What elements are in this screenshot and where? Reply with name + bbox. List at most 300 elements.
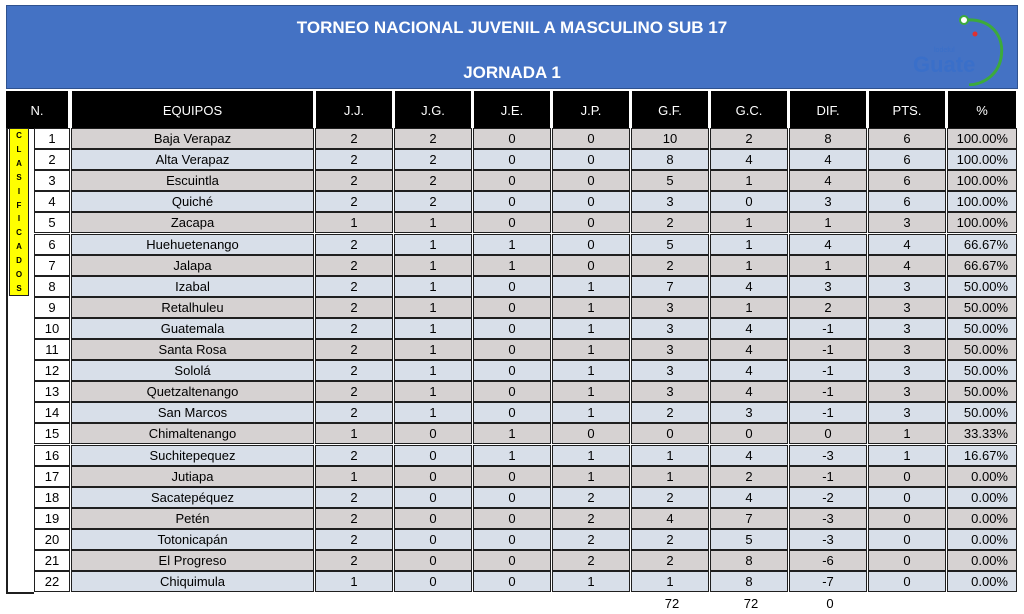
col-team-cell: El Progreso xyxy=(71,550,314,571)
clasificados-letter: C xyxy=(16,228,22,238)
col-gc-cell: 2 xyxy=(710,128,788,149)
col-jg-cell: 0 xyxy=(394,445,472,466)
col-jp-cell: 1 xyxy=(552,360,630,381)
col-je-cell: 1 xyxy=(473,234,551,255)
header-col-jg: J.G. xyxy=(395,91,473,129)
col-gf-cell: 10 xyxy=(631,128,709,149)
col-gf-cell: 3 xyxy=(631,297,709,318)
col-gf-cell: 2 xyxy=(631,550,709,571)
table-row xyxy=(34,128,1018,149)
col-number-cell: 20 xyxy=(34,529,70,550)
table-row xyxy=(34,318,1018,339)
clasificados-letter: I xyxy=(17,186,21,196)
col-dif-cell: 4 xyxy=(789,234,867,255)
col-pts-cell: 4 xyxy=(868,255,946,276)
col-pts-cell: 3 xyxy=(868,381,946,402)
col-dif-cell: -3 xyxy=(789,445,867,466)
table-row xyxy=(34,276,1018,297)
col-team-cell: Chimaltenango xyxy=(71,423,314,444)
clasificados-letter: A xyxy=(16,242,22,252)
col-je-cell: 0 xyxy=(473,191,551,212)
col-jg-cell: 1 xyxy=(394,402,472,423)
table-row xyxy=(34,234,1018,255)
col-pts-cell: 6 xyxy=(868,191,946,212)
col-number-cell: 11 xyxy=(34,339,70,360)
col-team-cell: Santa Rosa xyxy=(71,339,314,360)
col-jj-cell: 1 xyxy=(315,466,393,487)
col-jg-cell: 0 xyxy=(394,508,472,529)
col-team-cell: Escuintla xyxy=(71,170,314,191)
col-number-cell: 18 xyxy=(34,487,70,508)
col-gf-cell: 3 xyxy=(631,191,709,212)
clasificados-letter: S xyxy=(16,283,22,293)
col-dif-cell: 3 xyxy=(789,276,867,297)
col-jp-cell: 1 xyxy=(552,445,630,466)
col-team-cell: Zacapa xyxy=(71,212,314,233)
col-jp-cell: 0 xyxy=(552,255,630,276)
col-number-cell: 4 xyxy=(34,191,70,212)
col-gf-cell: 1 xyxy=(631,445,709,466)
col-jj-cell: 2 xyxy=(315,339,393,360)
col-gf-cell: 3 xyxy=(631,381,709,402)
col-jp-cell: 1 xyxy=(552,466,630,487)
col-dif-cell: -1 xyxy=(789,402,867,423)
col-pct-cell: 0.00% xyxy=(947,529,1017,550)
col-jg-cell: 0 xyxy=(394,571,472,592)
col-gc-cell: 8 xyxy=(710,550,788,571)
col-gc-cell: 1 xyxy=(710,234,788,255)
page-title: TORNEO NACIONAL JUVENIL A MASCULINO SUB 17 xyxy=(296,18,728,37)
col-gc-cell: 1 xyxy=(710,255,788,276)
col-jp-cell: 1 xyxy=(552,402,630,423)
col-jj-cell: 2 xyxy=(315,191,393,212)
col-je-cell: 0 xyxy=(473,466,551,487)
col-je-cell: 0 xyxy=(473,276,551,297)
table-row xyxy=(34,529,1018,550)
table-row xyxy=(34,381,1018,402)
col-number-cell: 15 xyxy=(34,423,70,444)
total-gf: 72 xyxy=(664,596,680,611)
col-gc-cell: 4 xyxy=(710,381,788,402)
header-col-je: J.E. xyxy=(474,91,552,129)
col-je-cell: 0 xyxy=(473,550,551,571)
col-gc-cell: 7 xyxy=(710,508,788,529)
table-row xyxy=(34,255,1018,276)
col-pct-cell: 66.67% xyxy=(947,234,1017,255)
col-jg-cell: 2 xyxy=(394,149,472,170)
col-pct-cell: 100.00% xyxy=(947,149,1017,170)
col-pts-cell: 3 xyxy=(868,297,946,318)
col-number-cell: 17 xyxy=(34,466,70,487)
col-pts-cell: 3 xyxy=(868,402,946,423)
col-jg-cell: 1 xyxy=(394,276,472,297)
col-pts-cell: 1 xyxy=(868,445,946,466)
col-jg-cell: 1 xyxy=(394,339,472,360)
col-pts-cell: 3 xyxy=(868,360,946,381)
title-banner xyxy=(6,5,1018,89)
table-row xyxy=(34,360,1018,381)
col-gc-cell: 4 xyxy=(710,276,788,297)
col-jg-cell: 2 xyxy=(394,128,472,149)
col-dif-cell: 4 xyxy=(789,149,867,170)
header-col-pts: PTS. xyxy=(869,91,947,129)
col-gc-cell: 2 xyxy=(710,466,788,487)
col-jp-cell: 0 xyxy=(552,191,630,212)
col-dif-cell: -2 xyxy=(789,487,867,508)
col-jp-cell: 0 xyxy=(552,234,630,255)
col-team-cell: Quiché xyxy=(71,191,314,212)
page-subtitle: JORNADA 1 xyxy=(463,63,561,82)
table-row xyxy=(34,571,1018,592)
col-dif-cell: 1 xyxy=(789,212,867,233)
col-jp-cell: 1 xyxy=(552,571,630,592)
col-gf-cell: 2 xyxy=(631,212,709,233)
col-gf-cell: 2 xyxy=(631,529,709,550)
col-je-cell: 1 xyxy=(473,423,551,444)
col-team-cell: Izabal xyxy=(71,276,314,297)
col-jp-cell: 1 xyxy=(552,381,630,402)
col-je-cell: 0 xyxy=(473,318,551,339)
col-pts-cell: 0 xyxy=(868,487,946,508)
col-jj-cell: 2 xyxy=(315,276,393,297)
col-dif-cell: -3 xyxy=(789,529,867,550)
col-team-cell: Guatemala xyxy=(71,318,314,339)
col-team-cell: San Marcos xyxy=(71,402,314,423)
col-gf-cell: 2 xyxy=(631,255,709,276)
col-team-cell: Chiquimula xyxy=(71,571,314,592)
guate-logo xyxy=(903,12,1009,86)
col-jg-cell: 1 xyxy=(394,255,472,276)
col-number-cell: 9 xyxy=(34,297,70,318)
col-dif-cell: -1 xyxy=(789,360,867,381)
col-pct-cell: 0.00% xyxy=(947,571,1017,592)
header-col-number: N. xyxy=(6,91,70,129)
col-number-cell: 8 xyxy=(34,276,70,297)
header-col-jp: J.P. xyxy=(553,91,631,129)
col-pts-cell: 0 xyxy=(868,529,946,550)
col-dif-cell: -1 xyxy=(789,318,867,339)
col-gc-cell: 4 xyxy=(710,318,788,339)
col-jp-cell: 0 xyxy=(552,212,630,233)
col-gf-cell: 1 xyxy=(631,466,709,487)
col-je-cell: 0 xyxy=(473,339,551,360)
col-pct-cell: 50.00% xyxy=(947,318,1017,339)
col-jj-cell: 2 xyxy=(315,487,393,508)
col-jj-cell: 2 xyxy=(315,318,393,339)
clasificados-letter: D xyxy=(16,255,22,265)
col-je-cell: 0 xyxy=(473,381,551,402)
col-gc-cell: 3 xyxy=(710,402,788,423)
col-pct-cell: 0.00% xyxy=(947,466,1017,487)
col-number-cell: 7 xyxy=(34,255,70,276)
col-je-cell: 0 xyxy=(473,508,551,529)
col-number-cell: 2 xyxy=(34,149,70,170)
col-dif-cell: -6 xyxy=(789,550,867,571)
col-pct-cell: 0.00% xyxy=(947,508,1017,529)
total-dif: 0 xyxy=(826,596,834,611)
col-jj-cell: 2 xyxy=(315,381,393,402)
col-number-cell: 16 xyxy=(34,445,70,466)
clasificados-letter: O xyxy=(15,269,23,279)
col-jp-cell: 0 xyxy=(552,423,630,444)
col-number-cell: 14 xyxy=(34,402,70,423)
table-row xyxy=(34,339,1018,360)
col-pts-cell: 3 xyxy=(868,339,946,360)
logo-text: Guate xyxy=(913,52,976,77)
header-col-gf: G.F. xyxy=(632,91,710,129)
col-je-cell: 0 xyxy=(473,487,551,508)
col-je-cell: 0 xyxy=(473,149,551,170)
clasificados-letter: C xyxy=(16,131,22,141)
col-gf-cell: 0 xyxy=(631,423,709,444)
col-dif-cell: 2 xyxy=(789,297,867,318)
col-team-cell: Baja Verapaz xyxy=(71,128,314,149)
col-jg-cell: 0 xyxy=(394,423,472,444)
col-gc-cell: 4 xyxy=(710,339,788,360)
col-je-cell: 0 xyxy=(473,297,551,318)
table-row xyxy=(34,212,1018,233)
col-pts-cell: 1 xyxy=(868,423,946,444)
col-gc-cell: 4 xyxy=(710,149,788,170)
totals-row xyxy=(0,596,1024,612)
table-row xyxy=(34,445,1018,466)
col-gc-cell: 4 xyxy=(710,487,788,508)
col-je-cell: 1 xyxy=(473,255,551,276)
col-pct-cell: 66.67% xyxy=(947,255,1017,276)
col-team-cell: Alta Verapaz xyxy=(71,149,314,170)
col-jp-cell: 1 xyxy=(552,339,630,360)
col-jj-cell: 2 xyxy=(315,297,393,318)
table-row xyxy=(34,297,1018,318)
col-gf-cell: 2 xyxy=(631,402,709,423)
col-team-cell: Sacatepéquez xyxy=(71,487,314,508)
col-pts-cell: 6 xyxy=(868,149,946,170)
col-number-cell: 19 xyxy=(34,508,70,529)
col-team-cell: Huehuetenango xyxy=(71,234,314,255)
col-je-cell: 0 xyxy=(473,212,551,233)
col-jj-cell: 2 xyxy=(315,170,393,191)
clasificados-letter: S xyxy=(16,172,22,182)
col-gf-cell: 7 xyxy=(631,276,709,297)
col-jp-cell: 1 xyxy=(552,297,630,318)
col-jg-cell: 2 xyxy=(394,170,472,191)
col-team-cell: Totonicapán xyxy=(71,529,314,550)
header-col-gc: G.C. xyxy=(711,91,789,129)
col-jg-cell: 1 xyxy=(394,212,472,233)
clasificados-label xyxy=(9,128,29,296)
col-gf-cell: 3 xyxy=(631,360,709,381)
col-dif-cell: -1 xyxy=(789,466,867,487)
col-gf-cell: 5 xyxy=(631,234,709,255)
col-jj-cell: 1 xyxy=(315,423,393,444)
col-jj-cell: 1 xyxy=(315,571,393,592)
col-jp-cell: 0 xyxy=(552,170,630,191)
col-jj-cell: 2 xyxy=(315,149,393,170)
col-pts-cell: 0 xyxy=(868,550,946,571)
col-team-cell: Petén xyxy=(71,508,314,529)
table-row xyxy=(34,149,1018,170)
total-gc: 72 xyxy=(743,596,759,611)
col-number-cell: 13 xyxy=(34,381,70,402)
col-pct-cell: 100.00% xyxy=(947,212,1017,233)
col-number-cell: 12 xyxy=(34,360,70,381)
col-team-cell: Retalhuleu xyxy=(71,297,314,318)
col-pts-cell: 3 xyxy=(868,276,946,297)
col-dif-cell: -1 xyxy=(789,381,867,402)
clasificados-letter: L xyxy=(16,145,22,155)
col-jp-cell: 2 xyxy=(552,508,630,529)
col-jg-cell: 1 xyxy=(394,381,472,402)
col-je-cell: 0 xyxy=(473,128,551,149)
col-je-cell: 0 xyxy=(473,571,551,592)
col-jp-cell: 0 xyxy=(552,128,630,149)
col-gc-cell: 8 xyxy=(710,571,788,592)
col-pts-cell: 3 xyxy=(868,212,946,233)
col-dif-cell: 1 xyxy=(789,255,867,276)
col-number-cell: 21 xyxy=(34,550,70,571)
col-jg-cell: 0 xyxy=(394,529,472,550)
col-jj-cell: 2 xyxy=(315,128,393,149)
col-pct-cell: 100.00% xyxy=(947,170,1017,191)
col-pct-cell: 100.00% xyxy=(947,128,1017,149)
col-jp-cell: 2 xyxy=(552,487,630,508)
col-team-cell: Suchitepequez xyxy=(71,445,314,466)
col-jg-cell: 1 xyxy=(394,318,472,339)
col-gf-cell: 5 xyxy=(631,170,709,191)
col-je-cell: 0 xyxy=(473,170,551,191)
col-gc-cell: 4 xyxy=(710,360,788,381)
col-pts-cell: 0 xyxy=(868,466,946,487)
col-gc-cell: 0 xyxy=(710,423,788,444)
col-pts-cell: 0 xyxy=(868,508,946,529)
col-jp-cell: 1 xyxy=(552,276,630,297)
col-gf-cell: 3 xyxy=(631,318,709,339)
col-dif-cell: 8 xyxy=(789,128,867,149)
col-jj-cell: 2 xyxy=(315,550,393,571)
col-gf-cell: 1 xyxy=(631,571,709,592)
col-jg-cell: 0 xyxy=(394,466,472,487)
col-pct-cell: 50.00% xyxy=(947,276,1017,297)
col-pct-cell: 50.00% xyxy=(947,402,1017,423)
col-team-cell: Sololá xyxy=(71,360,314,381)
col-jj-cell: 2 xyxy=(315,529,393,550)
col-jj-cell: 2 xyxy=(315,360,393,381)
col-number-cell: 10 xyxy=(34,318,70,339)
col-je-cell: 0 xyxy=(473,360,551,381)
col-gc-cell: 0 xyxy=(710,191,788,212)
header-col-team: EQUIPOS xyxy=(72,91,315,129)
table-row xyxy=(34,191,1018,212)
col-pts-cell: 6 xyxy=(868,170,946,191)
table-row xyxy=(34,402,1018,423)
col-jg-cell: 0 xyxy=(394,487,472,508)
col-dif-cell: -7 xyxy=(789,571,867,592)
col-pct-cell: 50.00% xyxy=(947,381,1017,402)
table-frame-left xyxy=(6,128,8,594)
col-jp-cell: 2 xyxy=(552,550,630,571)
table-row xyxy=(34,508,1018,529)
table-row xyxy=(34,466,1018,487)
header-col-pct: % xyxy=(948,91,1018,129)
clasificados-letter: I xyxy=(17,214,21,224)
table-row xyxy=(34,423,1018,444)
table-frame-bottom xyxy=(6,592,34,594)
col-jj-cell: 2 xyxy=(315,402,393,423)
col-jj-cell: 2 xyxy=(315,234,393,255)
col-number-cell: 5 xyxy=(34,212,70,233)
col-jp-cell: 0 xyxy=(552,149,630,170)
col-dif-cell: -3 xyxy=(789,508,867,529)
col-gf-cell: 4 xyxy=(631,508,709,529)
col-number-cell: 3 xyxy=(34,170,70,191)
col-jg-cell: 1 xyxy=(394,297,472,318)
col-team-cell: Jalapa xyxy=(71,255,314,276)
col-gc-cell: 4 xyxy=(710,445,788,466)
header-col-dif: DIF. xyxy=(790,91,868,129)
col-team-cell: Quetzaltenango xyxy=(71,381,314,402)
col-pct-cell: 50.00% xyxy=(947,360,1017,381)
col-dif-cell: 0 xyxy=(789,423,867,444)
table-row xyxy=(34,170,1018,191)
col-jj-cell: 2 xyxy=(315,255,393,276)
table-row xyxy=(34,550,1018,571)
col-jj-cell: 2 xyxy=(315,445,393,466)
header-col-jj: J.J. xyxy=(316,91,394,129)
col-gc-cell: 1 xyxy=(710,170,788,191)
col-gc-cell: 1 xyxy=(710,212,788,233)
col-team-cell: Jutiapa xyxy=(71,466,314,487)
col-jp-cell: 2 xyxy=(552,529,630,550)
col-pts-cell: 6 xyxy=(868,128,946,149)
col-pct-cell: 33.33% xyxy=(947,423,1017,444)
col-jj-cell: 2 xyxy=(315,508,393,529)
col-je-cell: 0 xyxy=(473,529,551,550)
col-jg-cell: 1 xyxy=(394,234,472,255)
table-row xyxy=(34,487,1018,508)
col-number-cell: 22 xyxy=(34,571,70,592)
clasificados-letter: F xyxy=(16,200,22,210)
col-gf-cell: 3 xyxy=(631,339,709,360)
col-jg-cell: 0 xyxy=(394,550,472,571)
logo-small-text: lodeful xyxy=(934,47,955,54)
col-pct-cell: 50.00% xyxy=(947,297,1017,318)
col-pct-cell: 0.00% xyxy=(947,550,1017,571)
col-pts-cell: 0 xyxy=(868,571,946,592)
col-jp-cell: 1 xyxy=(552,318,630,339)
col-pts-cell: 4 xyxy=(868,234,946,255)
col-gf-cell: 2 xyxy=(631,487,709,508)
col-pct-cell: 50.00% xyxy=(947,339,1017,360)
clasificados-letter: A xyxy=(16,159,22,169)
col-je-cell: 1 xyxy=(473,445,551,466)
col-gf-cell: 8 xyxy=(631,149,709,170)
col-gc-cell: 5 xyxy=(710,529,788,550)
col-dif-cell: 4 xyxy=(789,170,867,191)
col-pct-cell: 0.00% xyxy=(947,487,1017,508)
col-jj-cell: 1 xyxy=(315,212,393,233)
col-pts-cell: 3 xyxy=(868,318,946,339)
col-dif-cell: 3 xyxy=(789,191,867,212)
col-jg-cell: 2 xyxy=(394,191,472,212)
col-jg-cell: 1 xyxy=(394,360,472,381)
col-number-cell: 6 xyxy=(34,234,70,255)
col-dif-cell: -1 xyxy=(789,339,867,360)
col-number-cell: 1 xyxy=(34,128,70,149)
col-gc-cell: 1 xyxy=(710,297,788,318)
col-pct-cell: 100.00% xyxy=(947,191,1017,212)
col-je-cell: 0 xyxy=(473,402,551,423)
col-pct-cell: 16.67% xyxy=(947,445,1017,466)
